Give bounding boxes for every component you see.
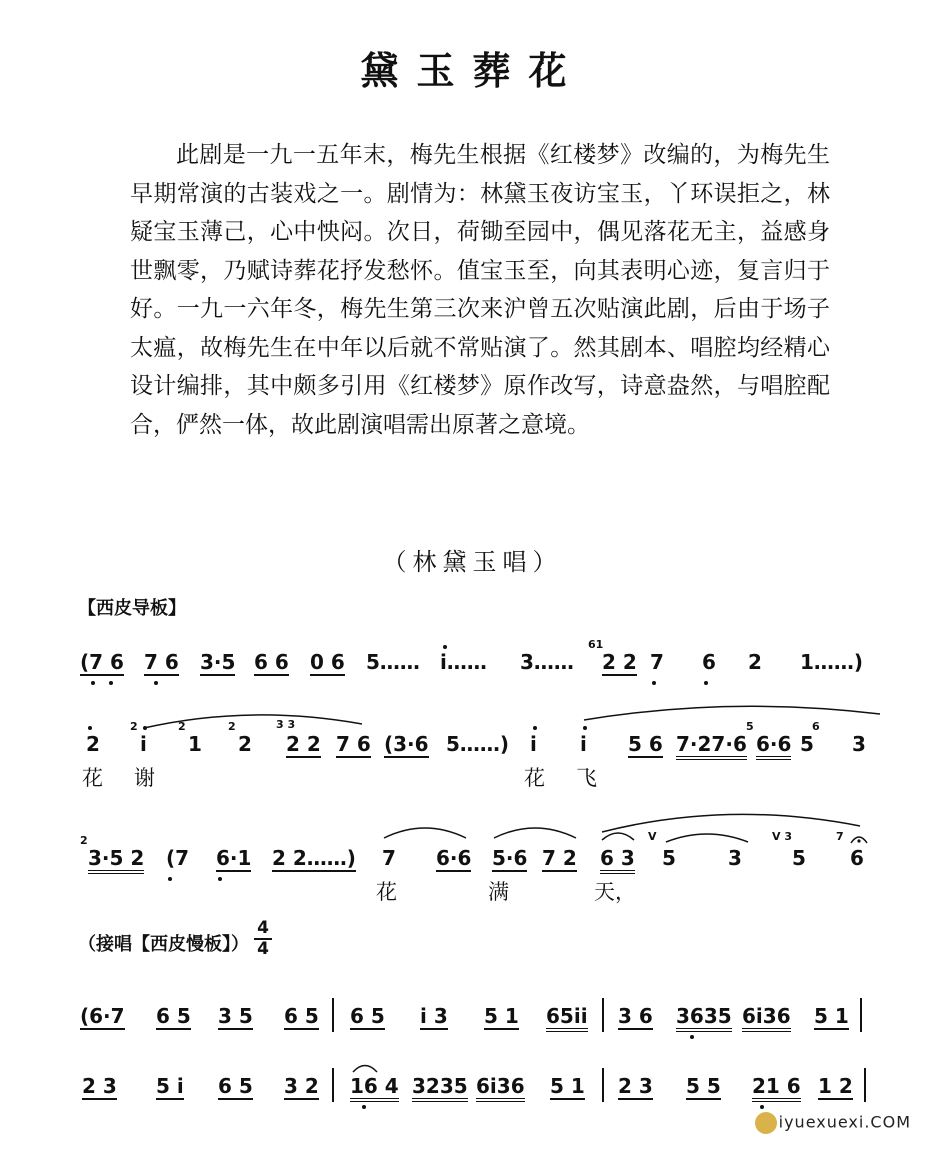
note-group: 7 6 [144, 650, 179, 674]
score-line-4 [0, 994, 945, 1054]
note-group: i [580, 732, 587, 756]
section-label-daoban: 【西皮导板】 [78, 598, 186, 619]
lyric-char: 花 [376, 880, 397, 904]
note-group: 3·5 [200, 650, 236, 674]
time-signature [254, 920, 272, 958]
note-group: (3·6 [384, 732, 429, 756]
note-group: 5…… [366, 650, 420, 674]
note-group: 3…… [520, 650, 574, 674]
note-group: i [140, 732, 147, 756]
grace-note: 61 [588, 638, 604, 651]
site-logo-icon [755, 1112, 777, 1134]
breath-mark: V 3 [772, 830, 792, 843]
note-group: 2 2 [602, 650, 637, 674]
note-group: 3235 [412, 1074, 468, 1102]
singer-label: （林黛玉唱） [382, 548, 563, 576]
section-label-manban: （接唱【西皮慢板】） [78, 934, 249, 955]
note-group: 7 [650, 650, 664, 674]
note-group: 6 [702, 650, 716, 674]
grace-note: 6 [812, 720, 820, 733]
note-group: 2 3 [82, 1074, 117, 1098]
note-group: 5 i [156, 1074, 184, 1098]
note-group: 5 1 [484, 1004, 519, 1028]
note-group: 5 5 [686, 1074, 721, 1098]
note-group: 6 5 [156, 1004, 191, 1028]
note-group: (7 [166, 846, 190, 870]
note-group: 3·5 2 [88, 846, 144, 874]
score-line-2 [0, 718, 945, 790]
note-group: (7 6 [80, 650, 124, 674]
note-group: 2 [86, 732, 100, 756]
note-group: 5……) [446, 732, 510, 756]
grace-note: 2 [80, 834, 88, 847]
note-group: 7 [382, 846, 396, 870]
note-group: 3635 [676, 1004, 732, 1032]
note-group: 6i36 [742, 1004, 791, 1032]
note-group: 65ii [546, 1004, 588, 1032]
lyric-char: 天， [594, 880, 636, 904]
note-group: 5 [792, 846, 806, 870]
note-group: 6 5 [350, 1004, 385, 1028]
lyric-char: 花 [82, 766, 103, 790]
note-group: 2 [238, 732, 252, 756]
score-line-3 [0, 830, 945, 904]
note-group: 2 3 [618, 1074, 653, 1098]
note-group: 5·6 [492, 846, 528, 870]
note-group: i…… [440, 650, 487, 674]
note-group: 6 5 [218, 1074, 253, 1098]
note-group: (6·7 [80, 1004, 125, 1028]
fermata-icon [850, 834, 868, 844]
note-group: i 3 [420, 1004, 448, 1028]
slur [598, 828, 638, 844]
note-group: 5 [800, 732, 814, 756]
note-group: 2 [748, 650, 762, 674]
time-signature-top: 4 [257, 918, 269, 938]
watermark-text: iyuexuexi.COM [778, 1112, 911, 1132]
lyric-char: 谢 [134, 766, 155, 790]
slur [662, 830, 752, 846]
note-group: 5 [662, 846, 676, 870]
note-group: 7 6 [336, 732, 371, 756]
note-group: 6 5 [284, 1004, 319, 1028]
note-group: 6·6 [756, 732, 791, 760]
note-group: 6i36 [476, 1074, 525, 1102]
note-group: 6 3 [600, 846, 635, 874]
note-group: 3 5 [218, 1004, 253, 1028]
note-group: 1……) [800, 650, 864, 674]
note-group: 7 2 [542, 846, 577, 870]
note-group: i [530, 732, 537, 756]
lyric-char: 满 [488, 880, 509, 904]
note-group: 5 6 [628, 732, 663, 756]
note-group: 7·27·6 [676, 732, 747, 760]
note-group: 3 6 [618, 1004, 653, 1028]
slur [490, 822, 580, 842]
grace-note: 5 [746, 720, 754, 733]
lyric-char: 飞 [576, 766, 597, 790]
note-group: 1 [188, 732, 202, 756]
note-group: 6·6 [436, 846, 472, 870]
note-group: 16 4 [350, 1074, 399, 1102]
slur [350, 1062, 380, 1074]
breath-mark: V [648, 830, 657, 843]
time-signature-bottom: 4 [257, 939, 269, 959]
grace-note: 7 [836, 830, 844, 843]
note-group: 5 1 [550, 1074, 585, 1098]
lyric-char: 花 [524, 766, 545, 790]
note-group: 2 2……) [272, 846, 356, 870]
slur [580, 702, 890, 722]
site-watermark [755, 1112, 911, 1134]
note-group: 3 [852, 732, 866, 756]
note-group: 6·1 [216, 846, 252, 870]
score-line-1 [0, 640, 945, 700]
note-group: 21 6 [752, 1074, 801, 1102]
note-group: 3 [728, 846, 742, 870]
note-group: 2 2 [286, 732, 321, 756]
slur [380, 822, 470, 842]
note-group: 6 6 [254, 650, 289, 674]
grace-note: 2 [228, 720, 236, 733]
note-group: 5 1 [814, 1004, 849, 1028]
note-group: 1 2 [818, 1074, 853, 1098]
grace-note: 3 3 [276, 718, 296, 731]
note-group: 3 2 [284, 1074, 319, 1098]
slur [140, 710, 370, 730]
intro-paragraph: 此剧是一九一五年末，梅先生根据《红楼梦》改编的，为梅先生早期常演的古装戏之一。剧情为：林黛玉夜访宝玉，丫环误拒之，林疑宝玉薄己，心中怏闷。次日，荷锄至园中，偶见落花无主，益感身世飘零，乃赋诗葬花抒发愁怀。值宝玉至，向其表明心迹，复言归于好。一九一六年冬，梅先生第三次来沪曾五次贴演此剧，后由于场子太瘟，故梅先生在中年以后就不常贴演了。然其剧本、唱腔均经精心设计编排，其中颇多引用《红楼梦》原作改写，诗意盎然，与唱腔配合，俨然一体，故此剧演唱需出原著之意境。 [130, 142, 830, 438]
note-group: 0 6 [310, 650, 345, 674]
note-group: 6 [850, 846, 864, 870]
page-title: 黛玉葬花 [360, 48, 585, 93]
grace-note: 2 [178, 720, 186, 733]
grace-note: 2 [130, 720, 138, 733]
